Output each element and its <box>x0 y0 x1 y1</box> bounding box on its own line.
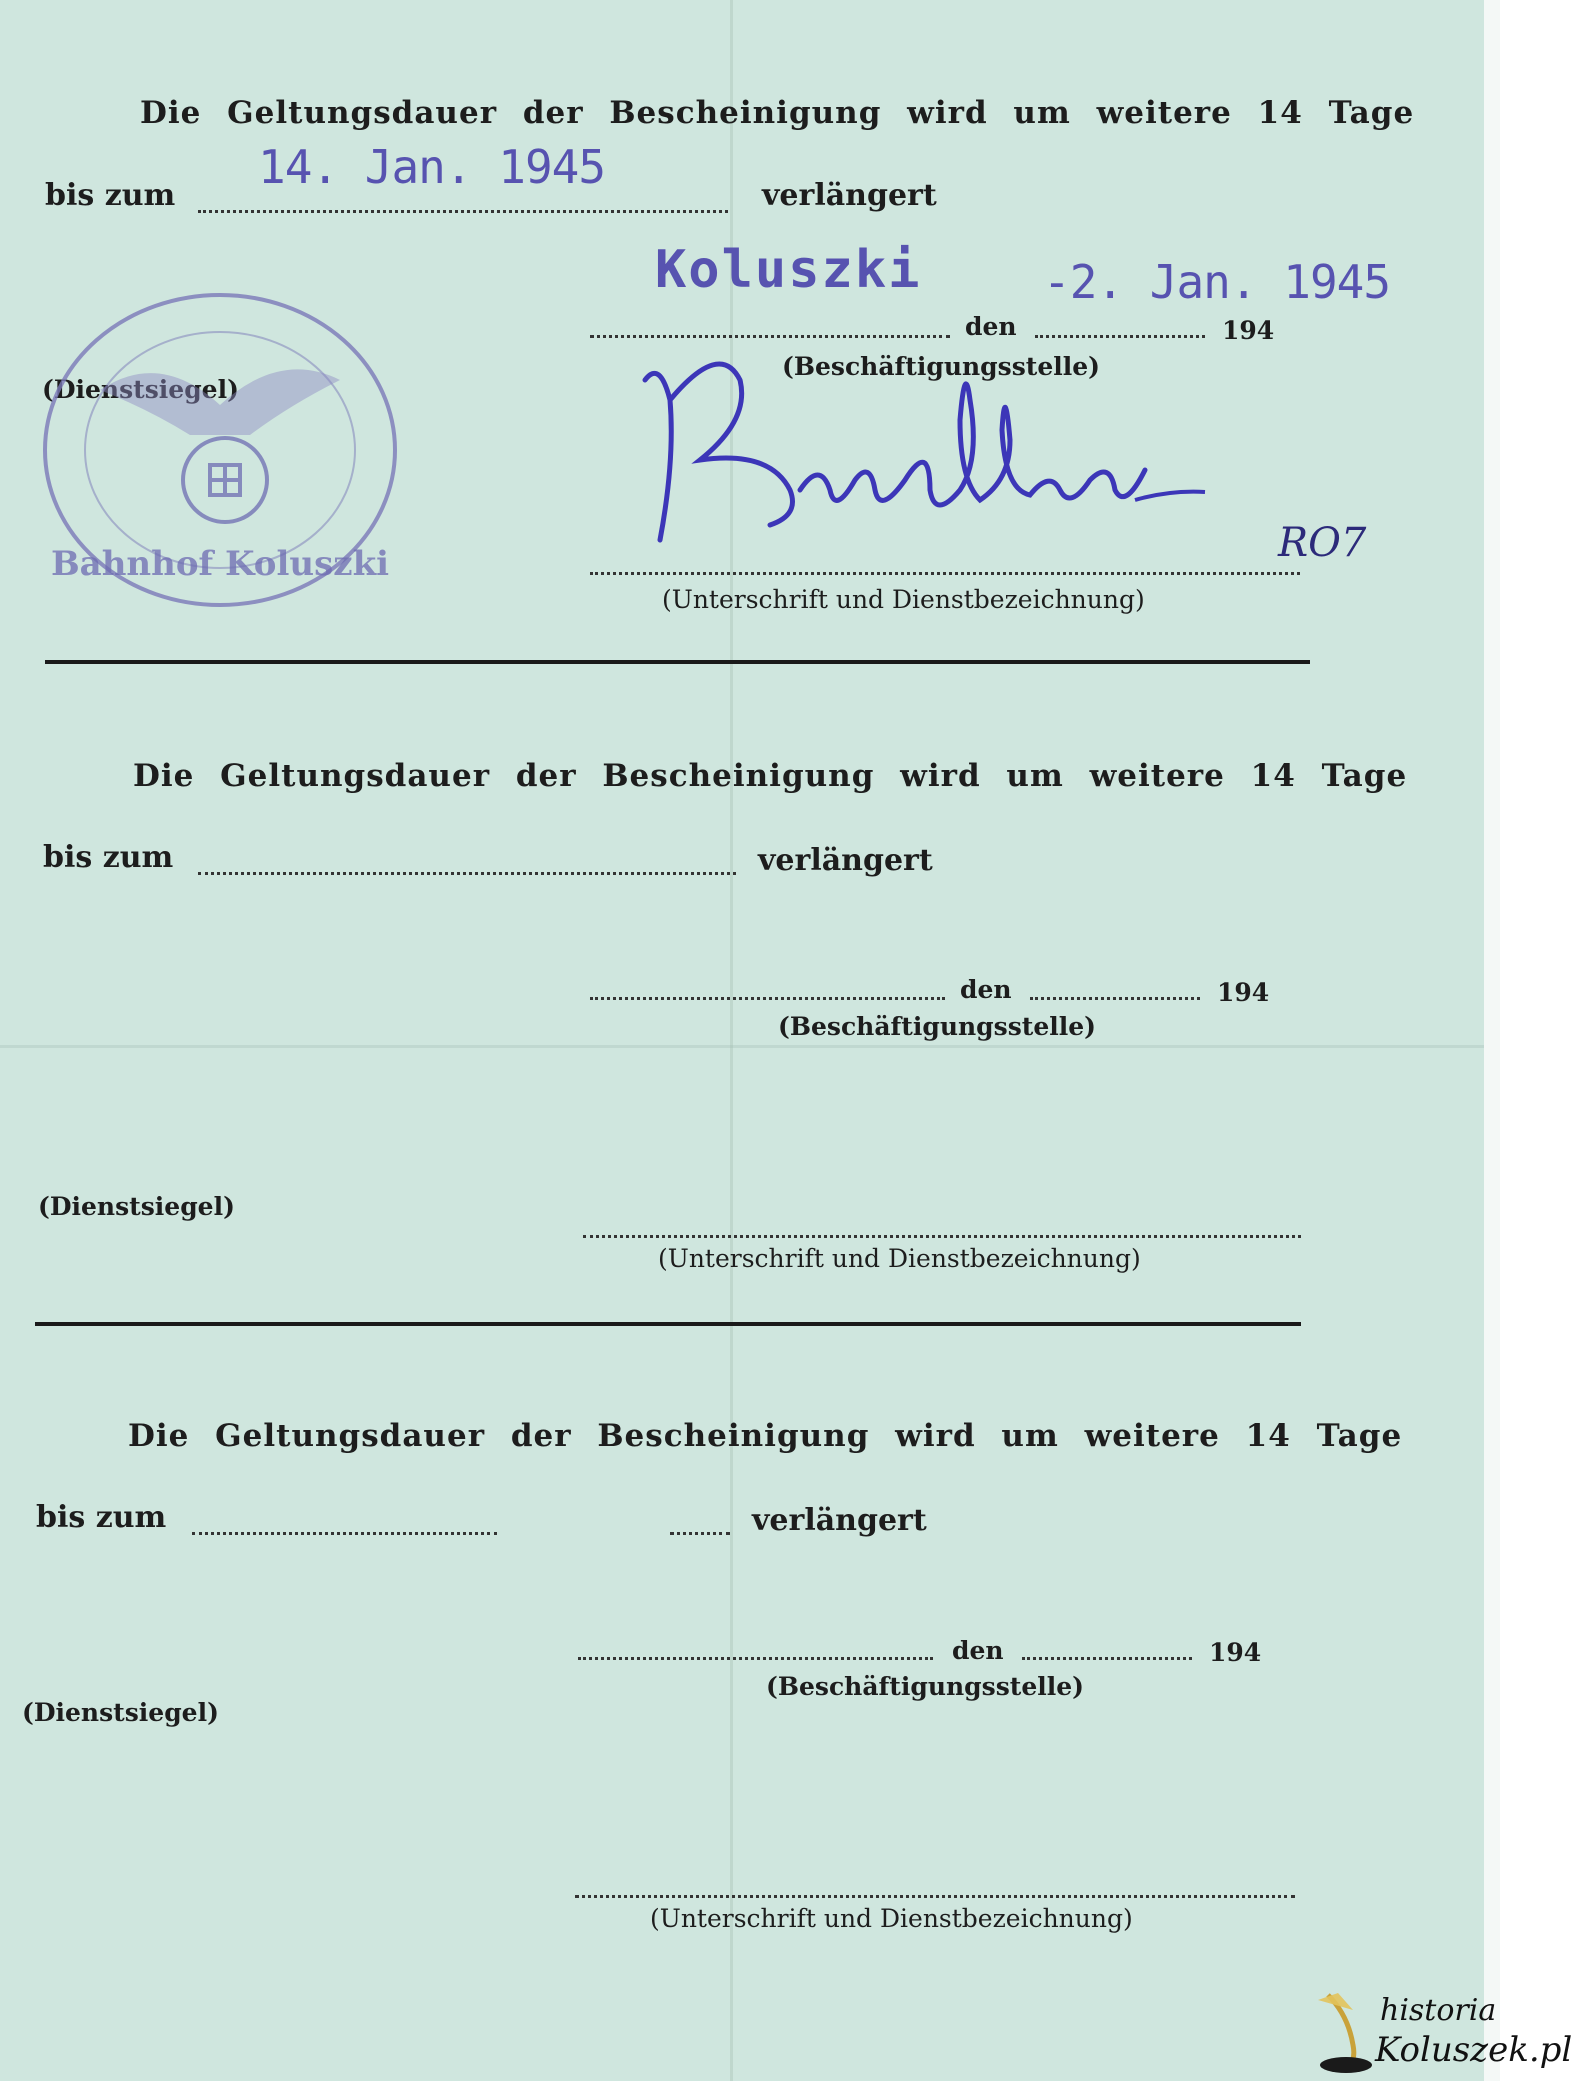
section-3-heading: Die Geltungsdauer der Bescheinigung wird um weitere 14 Tage <box>128 1418 1403 1454</box>
section-3-bis-zum: bis zum <box>36 1500 167 1535</box>
section-1-workplace-caption: (Beschäftigungsstelle) <box>782 352 1100 381</box>
section-divider-1 <box>45 660 1310 664</box>
section-2-seal-caption: (Dienstsiegel) <box>38 1192 235 1221</box>
section-3-year: 194 <box>1209 1638 1262 1667</box>
section-2-verlangert: verlängert <box>758 843 933 878</box>
section-3-verlangert: verlängert <box>752 1503 927 1538</box>
section-1-verlangert: verlängert <box>762 178 937 213</box>
section-3-until-line-left <box>192 1532 497 1535</box>
section-2-den: den <box>960 975 1012 1004</box>
section-2-heading: Die Geltungsdauer der Bescheinigung wird um weitere 14 Tage <box>133 758 1408 794</box>
section-2-bis-zum: bis zum <box>43 840 174 875</box>
fold-line-horizontal <box>0 1045 1500 1048</box>
section-2-signature-line <box>583 1235 1301 1238</box>
section-divider-2 <box>35 1322 1301 1326</box>
section-3-seal-caption: (Dienstsiegel) <box>22 1698 219 1727</box>
section-3-workplace-line <box>578 1657 933 1660</box>
fold-line-vertical <box>730 0 733 2081</box>
section-1-heading: Die Geltungsdauer der Bescheinigung wird um weitere 14 Tage <box>140 95 1415 131</box>
section-1-until-line <box>198 210 728 213</box>
section-2-year: 194 <box>1217 978 1270 1007</box>
section-2-day-line <box>1030 997 1200 1000</box>
section-1-day-line <box>1035 335 1205 338</box>
section-3-day-line <box>1022 1657 1192 1660</box>
section-2-workplace-caption: (Beschäftigungsstelle) <box>778 1012 1096 1041</box>
section-1-workplace-line <box>590 335 950 338</box>
section-3-workplace-caption: (Beschäftigungsstelle) <box>766 1672 1084 1701</box>
handwritten-signature <box>630 340 1210 570</box>
stamp-issue-date: -2. Jan. 1945 <box>1043 255 1391 309</box>
section-1-signature-caption: (Unterschrift und Dienstbezeichnung) <box>662 585 1145 614</box>
section-2-until-line <box>198 872 736 875</box>
section-1-bis-zum: bis zum <box>45 178 176 213</box>
svg-text:Bahnhof Koluszki: Bahnhof Koluszki <box>50 544 390 584</box>
section-2-signature-caption: (Unterschrift und Dienstbezeichnung) <box>658 1244 1141 1273</box>
section-3-signature-caption: (Unterschrift und Dienstbezeichnung) <box>650 1904 1133 1933</box>
section-1-den: den <box>965 312 1017 341</box>
stamp-town: Koluszki <box>655 240 922 300</box>
signature-initials: RO7 <box>1278 520 1367 566</box>
section-1-year: 194 <box>1222 316 1275 345</box>
section-2-workplace-line <box>590 997 945 1000</box>
page-edge <box>1484 0 1500 2081</box>
official-seal-stamp <box>40 285 410 610</box>
section-1-signature-line <box>590 572 1300 575</box>
section-3-signature-line <box>575 1895 1295 1898</box>
section-1-seal-caption: (Dienstsiegel) <box>42 375 239 404</box>
logo-line-1: historia <box>1380 1993 1497 2028</box>
logo-line-2: Koluszek.pl <box>1375 2030 1572 2070</box>
section-3-den: den <box>952 1636 1004 1665</box>
stamp-until-date: 14. Jan. 1945 <box>258 140 606 194</box>
section-3-until-line-right <box>670 1532 730 1535</box>
